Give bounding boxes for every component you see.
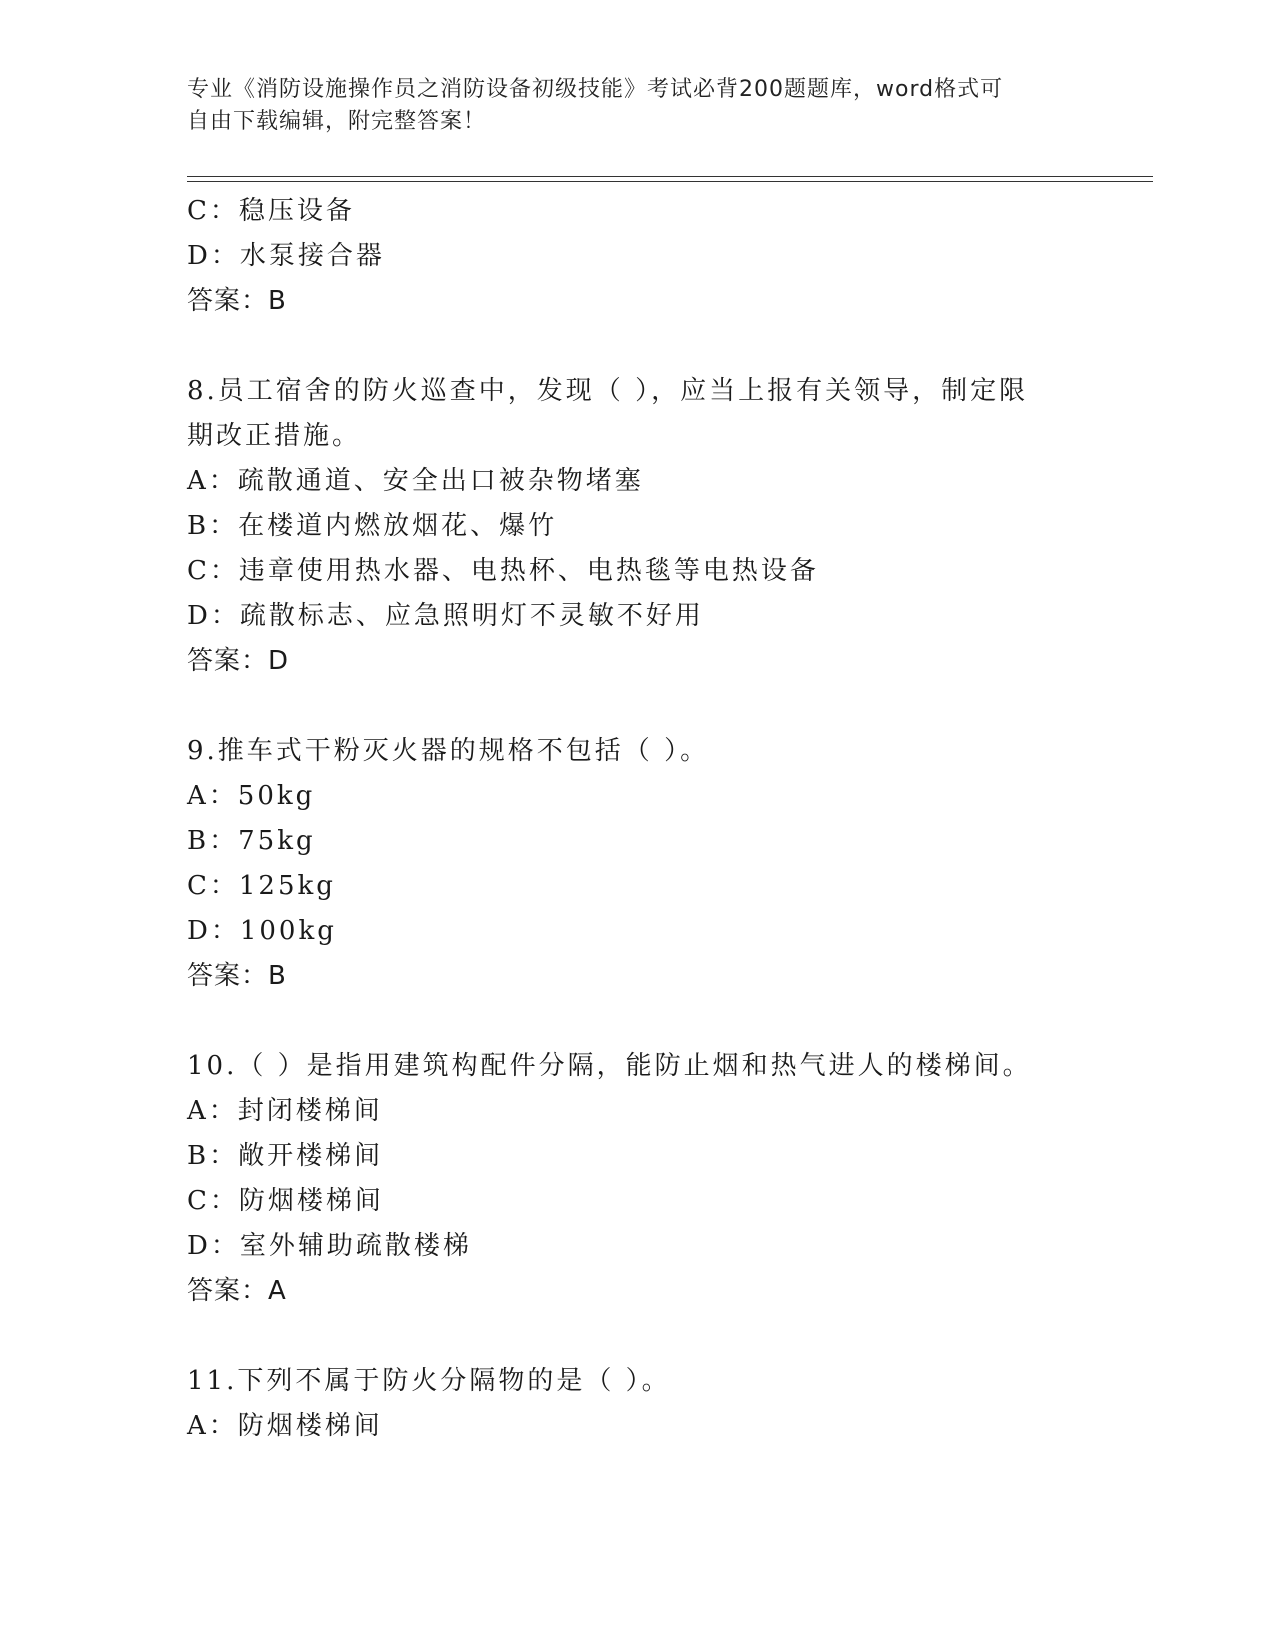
option-line: B：在楼道内燃放烟花、爆竹 bbox=[187, 511, 558, 541]
question-stem: 8.员工宿舍的防火巡查中，发现（ ），应当上报有关领导，制定限 bbox=[187, 376, 1029, 406]
option-line: C：违章使用热水器、电热杯、电热毯等电热设备 bbox=[187, 556, 819, 586]
question-stem: 9.推车式干粉灭火器的规格不包括（ ）。 bbox=[187, 736, 710, 766]
option-line: D：室外辅助疏散楼梯 bbox=[187, 1231, 472, 1261]
header-rule-top bbox=[187, 176, 1153, 177]
answer-line: 答案：B bbox=[187, 961, 287, 991]
option-line: C：125kg bbox=[187, 871, 336, 901]
answer-line: 答案：A bbox=[187, 1276, 287, 1306]
option-line: D：疏散标志、应急照明灯不灵敏不好用 bbox=[187, 601, 704, 631]
option-line: B：75kg bbox=[187, 826, 316, 856]
option-line: D：水泵接合器 bbox=[187, 241, 385, 271]
option-line: C：防烟楼梯间 bbox=[187, 1186, 384, 1216]
answer-line: 答案：B bbox=[187, 286, 287, 316]
question-stem-continued: 期改正措施。 bbox=[187, 421, 362, 451]
option-line: B：敞开楼梯间 bbox=[187, 1141, 384, 1171]
answer-line: 答案：D bbox=[187, 646, 290, 676]
header-line-1: 专业《消防设施操作员之消防设备初级技能》考试必背200题题库，word格式可 bbox=[187, 77, 1004, 102]
option-line: A：50kg bbox=[187, 781, 316, 811]
option-line: A：防烟楼梯间 bbox=[187, 1411, 383, 1441]
question-stem: 11.下列不属于防火分隔物的是（ ）。 bbox=[187, 1366, 671, 1396]
header-line-2: 自由下载编辑，附完整答案！ bbox=[187, 109, 487, 134]
header-rule-bottom bbox=[187, 181, 1153, 182]
option-line: A：封闭楼梯间 bbox=[187, 1096, 383, 1126]
option-line: C：稳压设备 bbox=[187, 196, 355, 226]
question-stem: 10.（ ）是指用建筑构配件分隔，能防止烟和热气进人的楼梯间。 bbox=[187, 1051, 1032, 1081]
document-header bbox=[187, 74, 1067, 138]
option-line: D：100kg bbox=[187, 916, 337, 946]
option-line: A：疏散通道、安全出口被杂物堵塞 bbox=[187, 466, 644, 496]
